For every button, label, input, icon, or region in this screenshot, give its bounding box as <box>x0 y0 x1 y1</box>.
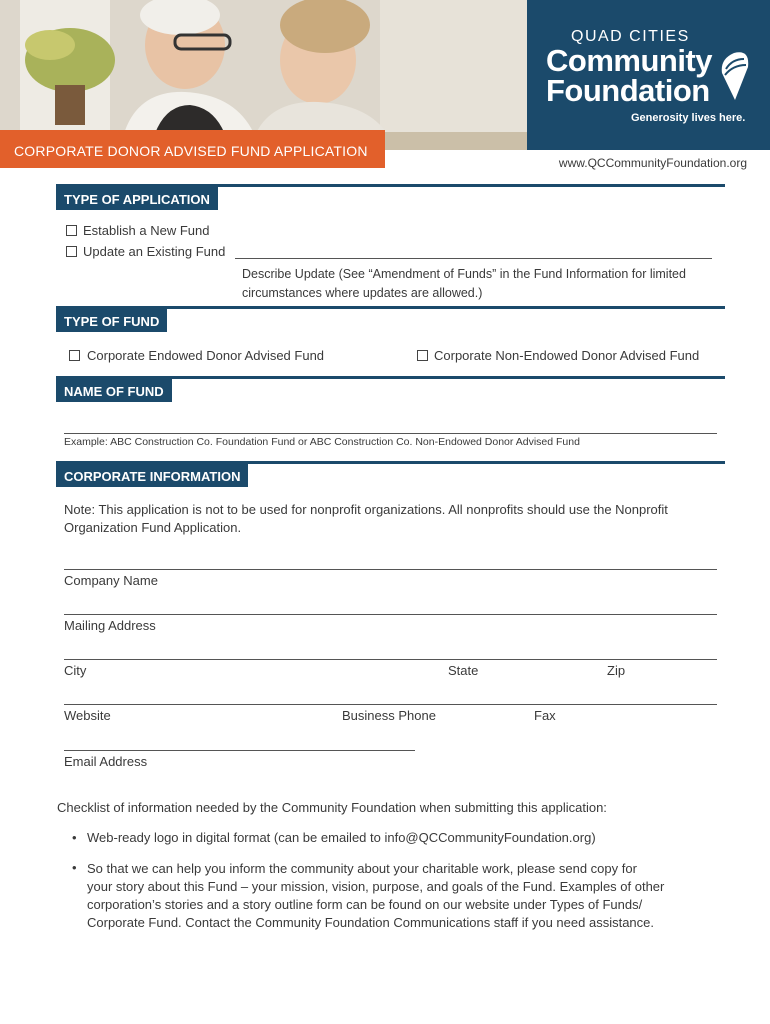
fund-name-input-line[interactable] <box>64 433 717 434</box>
section-corporate-information: CORPORATE INFORMATION <box>56 464 248 487</box>
note-line1: Note: This application is not to be used for nonprofit organizations. All nonprofits should use the Nonprofit <box>64 502 668 517</box>
checkbox-non-endowed-fund[interactable] <box>417 350 428 361</box>
section-type-of-application: TYPE OF APPLICATION <box>56 187 218 210</box>
tagline: Generosity lives here. <box>631 112 746 124</box>
couple-photo-illustration <box>0 0 527 150</box>
checkbox-endowed-fund[interactable] <box>69 350 80 361</box>
describe-update-line2: circumstances where updates are allowed.) <box>242 286 483 300</box>
checklist-item-story-line1: So that we can help you inform the community about your charitable work, please send copy for <box>87 861 637 876</box>
checklist-intro: Checklist of information needed by the Community Foundation when submitting this application: <box>57 800 607 815</box>
section-type-of-fund: TYPE OF FUND <box>56 309 167 332</box>
foundation-logo-block <box>527 0 770 150</box>
section-name-of-fund: NAME OF FUND <box>56 379 172 402</box>
update-fund-input-line[interactable] <box>235 258 712 259</box>
city-state-zip-input-line[interactable] <box>64 659 717 660</box>
email-input-line[interactable] <box>64 750 415 751</box>
describe-update-line1: Describe Update (See “Amendment of Funds” in the Fund Information for limited <box>242 267 686 281</box>
label-mailing-address: Mailing Address <box>64 618 156 633</box>
flame-logo-icon <box>720 51 750 101</box>
company-name-input-line[interactable] <box>64 569 717 570</box>
checklist-item-story-line4: Corporate Fund. Contact the Community Foundation Communications staff if you need assistance. <box>87 915 654 930</box>
checklist-item-story-line2: your story about this Fund – your mission, vision, purpose, and goals of the Fund. Examples of other <box>87 879 665 894</box>
brand-line-community: Community <box>546 43 712 78</box>
label-state: State <box>448 663 479 678</box>
label-company-name: Company Name <box>64 573 158 588</box>
checkbox-establish-new-fund[interactable] <box>66 225 77 236</box>
bullet-icon: • <box>72 860 77 875</box>
label-email-address: Email Address <box>64 754 148 769</box>
mailing-address-input-line[interactable] <box>64 614 717 615</box>
note-line2: Organization Fund Application. <box>64 520 242 535</box>
label-non-endowed-fund: Corporate Non-Endowed Donor Advised Fund <box>434 348 700 363</box>
checklist-item-story <box>87 860 727 932</box>
label-zip: Zip <box>607 663 626 678</box>
label-website: Website <box>64 708 111 723</box>
checklist-item-story-line3: corporation’s stories and a story outline form can be found on our website under Types of Funds/ <box>87 897 643 912</box>
checkbox-update-existing-fund[interactable] <box>66 246 77 257</box>
label-city: City <box>64 663 87 678</box>
fund-name-example: Example: ABC Construction Co. Foundation Fund or ABC Construction Co. Non-Endowed Donor Advised Fund <box>64 436 580 448</box>
label-business-phone: Business Phone <box>342 708 436 723</box>
bullet-icon: • <box>72 830 77 845</box>
checklist-item-logo: Web-ready logo in digital format (can be emailed to info@QCCommunityFoundation.org) <box>87 830 596 845</box>
header-photo <box>0 0 527 150</box>
form-title: CORPORATE DONOR ADVISED FUND APPLICATION <box>0 130 385 168</box>
label-endowed-fund: Corporate Endowed Donor Advised Fund <box>87 348 325 363</box>
brand-line-foundation: Foundation <box>546 73 710 108</box>
website-phone-fax-input-line[interactable] <box>64 704 717 705</box>
label-establish-new-fund: Establish a New Fund <box>83 223 210 238</box>
website-url[interactable]: www.QCCommunityFoundation.org <box>558 156 747 170</box>
label-fax: Fax <box>534 708 556 723</box>
label-update-existing-fund: Update an Existing Fund <box>83 244 226 259</box>
brand-top-text: QUAD CITIES <box>571 28 690 45</box>
